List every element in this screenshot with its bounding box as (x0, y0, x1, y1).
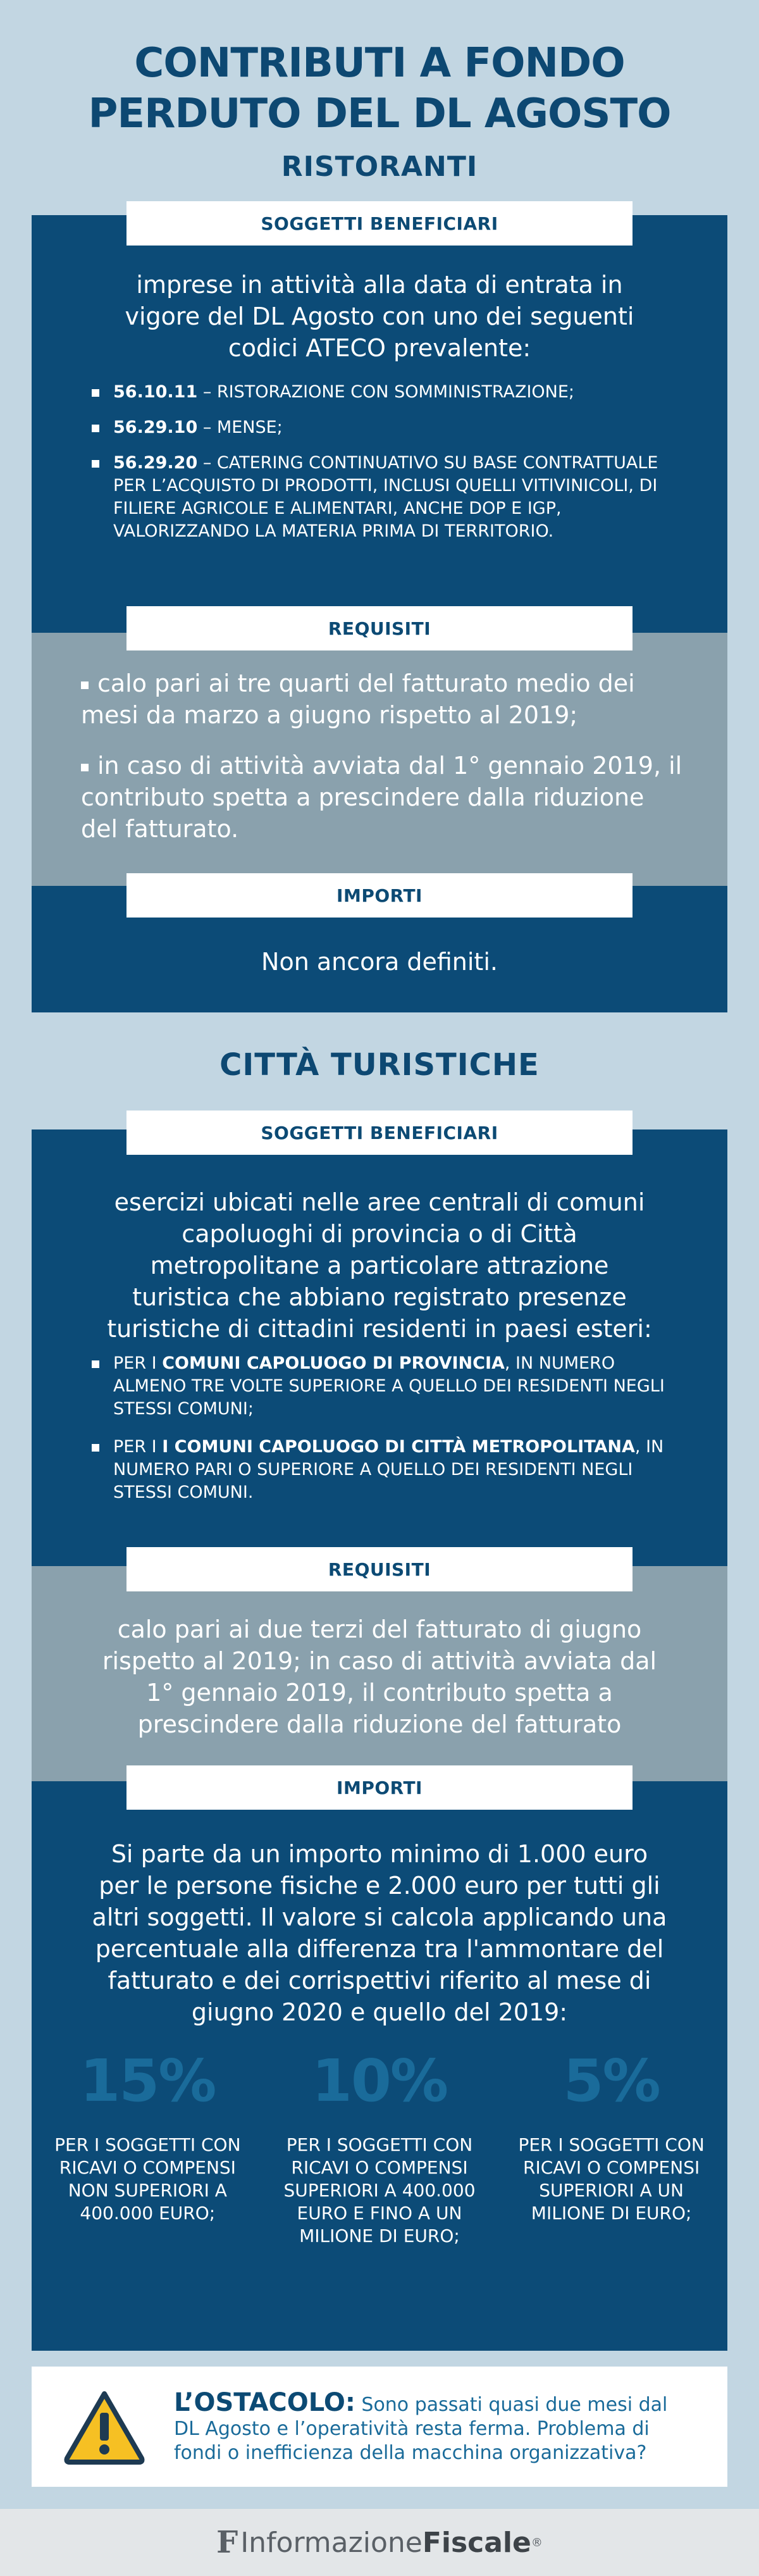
citta-beneficiari-panel (32, 1129, 727, 1566)
note-text: L’OSTACOLO: Sono passati quasi due mesi dal DL Agosto e l’operatività resta ferma. Problema di fondi o inefficienza della macchina organizzativa? (174, 2388, 668, 2464)
section-heading-citta: CITTÀ TURISTICHE (219, 1047, 540, 1083)
list-item: 56.29.20 – CATERING CONTINUATIVO SU BASE CONTRATTUALE PER L’ACQUISTO DI PRODOTTI, INCLUSI QUELLI VITIVINICOLI, DI FILIERE AGRICOLE E ALIMENTARI, ANCHE DOP E IGP, VALORIZZANDO LA MATERIA PRIMA DI TERRITORIO. (92, 452, 661, 543)
percentage-value: 5% (563, 2047, 660, 2115)
ristoranti-beneficiari-panel (32, 215, 727, 633)
list-item: PER I I COMUNI CAPOLUOGO DI CITTÀ METROPOLITANA, IN NUMERO PARI O SUPERIORE A QUELLO DEI RESIDENTI NEGLI STESSI COMUNI. (92, 1436, 674, 1504)
registered-mark: ® (531, 2536, 543, 2549)
tier-10 (278, 2047, 481, 2248)
ristoranti-beneficiari-intro: imprese in attività alla data di entrata in vigore del DL Agosto con uno dei seguenti codici ATECO prevalente: (125, 271, 634, 362)
brand-name-light: Informazione (240, 2526, 423, 2559)
label-requisiti: REQUISITI (126, 1547, 632, 1591)
citta-requisiti-text: calo pari ai due terzi del fatturato di giugno rispetto al 2019; in caso di attività avviata dal 1° gennaio 2019, il contributo spetta a prescindere dalla riduzione del fatturato (102, 1615, 657, 1738)
requisito-item: calo pari ai tre quarti del fatturato medio dei mesi da marzo a giugno rispetto al 2019; (81, 669, 635, 729)
header (0, 0, 759, 183)
percentage-desc: PER I SOGGETTI CON RICAVI O COMPENSI SUPERIORI A UN MILIONE DI EURO; (518, 2134, 705, 2224)
percentage-value: 10% (311, 2047, 448, 2115)
label-soggetti-beneficiari: SOGGETTI BENEFICIARI (126, 1111, 632, 1155)
brand-logo-icon: F (216, 2525, 238, 2560)
list-item: PER I COMUNI CAPOLUOGO DI PROVINCIA, IN NUMERO ALMENO TRE VOLTE SUPERIORE A QUELLO DEI RESIDENTI NEGLI STESSI COMUNI; (92, 1352, 674, 1421)
list-item: 56.10.11 – RISTORAZIONE CON SOMMINISTRAZIONE; (92, 381, 661, 404)
note-box (32, 2367, 727, 2487)
list-item: 56.29.10 – MENSE; (92, 416, 661, 439)
ristoranti-requisiti-panel (32, 633, 727, 886)
percentage-tiers (32, 2047, 727, 2248)
citta-importi-text: Si parte da un importo minimo di 1.000 euro per le persone fisiche e 2.000 euro per tutti gli altri soggetti. Il valore si calcola applicando una percentuale alla differenza tra l'ammontare del fatturato e dei corrispettivi riferito al mese di giugno 2020 e quello del 2019: (92, 1840, 667, 2026)
tier-5 (510, 2047, 713, 2248)
percentage-desc: PER I SOGGETTI CON RICAVI O COMPENSI NON SUPERIORI A 400.000 EURO; (54, 2134, 241, 2224)
citta-importi-panel (32, 1781, 727, 2351)
page-title: CONTRIBUTI A FONDO PERDUTO DEL DL AGOSTO (88, 40, 671, 137)
label-requisiti: REQUISITI (126, 606, 632, 650)
warning-icon (63, 2389, 145, 2465)
label-soggetti-beneficiari: SOGGETTI BENEFICIARI (126, 201, 632, 246)
subtitle: RISTORANTI (281, 151, 478, 183)
citta-criteria-list (92, 1352, 674, 1517)
citta-beneficiari-intro: esercizi ubicati nelle aree centrali di comuni capoluoghi di provincia o di Città metropolitane a particolare attrazione turistica che abbiano registrato presenze turistiche di cittadini residenti in paesi esteri: (107, 1188, 652, 1343)
percentage-desc: PER I SOGGETTI CON RICAVI O COMPENSI SUPERIORI A 400.000 EURO E FINO A UN MILIONE DI EURO; (283, 2134, 476, 2246)
label-importi: IMPORTI (126, 1765, 632, 1810)
ateco-list (92, 381, 661, 556)
footer (0, 2509, 759, 2576)
importi-text: Non ancora definiti. (261, 948, 498, 976)
percentage-value: 15% (80, 2047, 216, 2115)
tier-15 (46, 2047, 249, 2248)
label-importi: IMPORTI (126, 873, 632, 918)
note-lead: L’OSTACOLO: (174, 2388, 355, 2417)
requisito-item: in caso di attività avviata dal 1° gennaio 2019, il contributo spetta a prescindere dalla riduzione del fatturato. (81, 752, 682, 843)
brand-name-bold: Fiscale (422, 2526, 531, 2559)
citta-requisiti-panel (32, 1566, 727, 1781)
